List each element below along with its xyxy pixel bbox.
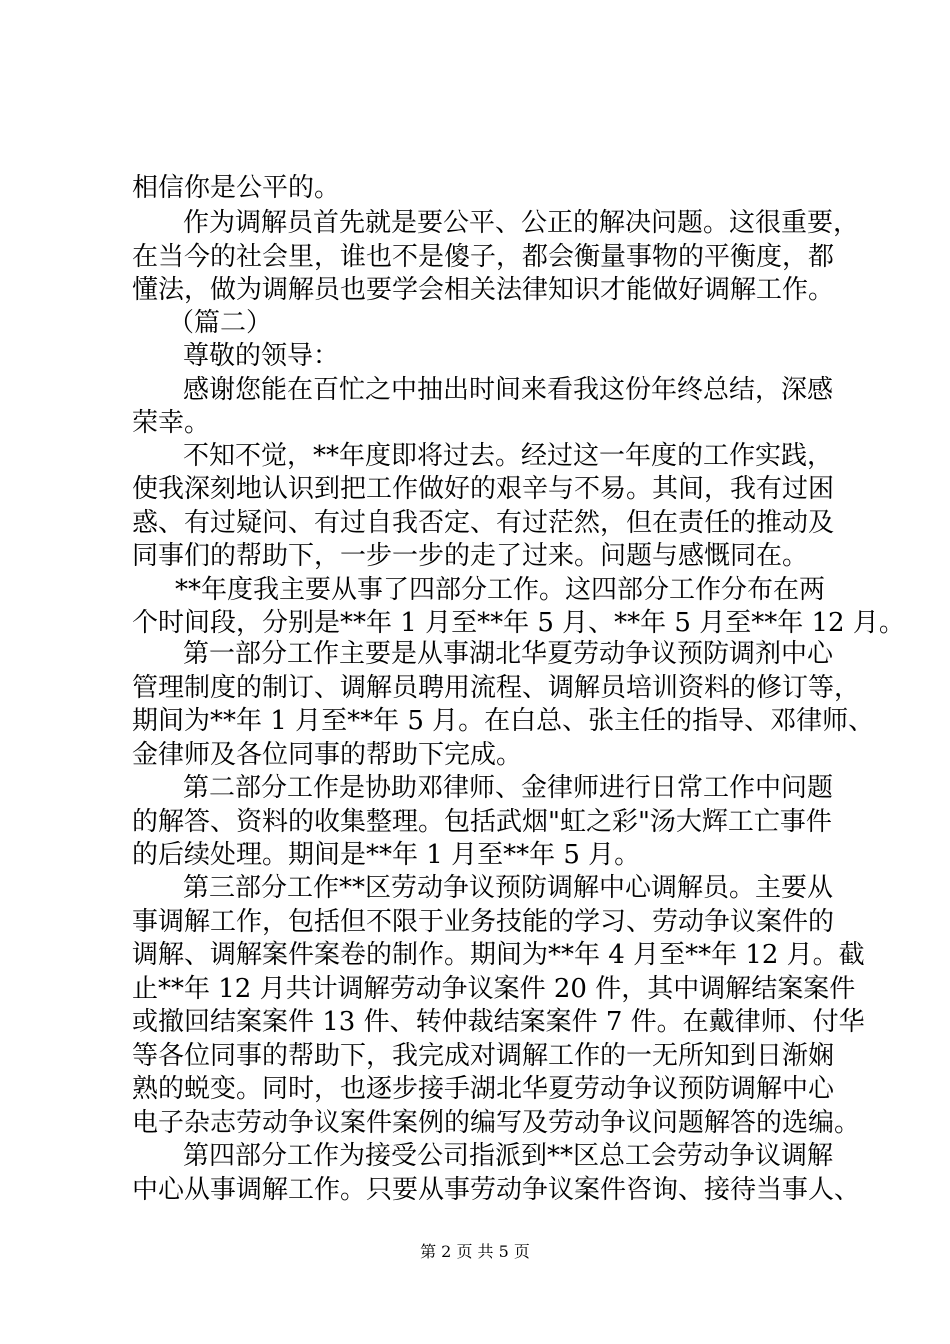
text-line: **年度我主要从事了四部分工作。这四部分工作分布在两: [175, 575, 826, 605]
text-line: 熟的蜕变。同时，也逐步接手湖北华夏劳动争议预防调解中心: [132, 1074, 835, 1104]
text-line: 或撤回结案案件 13 件、转仲裁结案案件 7 件。在戴律师、付华: [132, 1007, 865, 1037]
section-heading: （篇二）: [168, 308, 273, 338]
text-line: 个时间段，分别是**年 1 月至**年 5 月、**年 5 月至**年 12 月。: [132, 608, 905, 638]
text-line: 的后续处理。期间是**年 1 月至**年 5 月。: [132, 840, 641, 870]
text-line: 止**年 12 月共计调解劳动争议案件 20 件，其中调解结案案件: [132, 974, 856, 1004]
text-line: 作为调解员首先就是要公平、公正的解决问题。这很重要，: [183, 208, 860, 238]
text-line: 懂法，做为调解员也要学会相关法律知识才能做好调解工作。: [132, 275, 835, 305]
text-line: 第三部分工作**区劳动争议预防调解中心调解员。主要从: [183, 873, 834, 903]
salutation: 尊敬的领导：: [183, 341, 340, 371]
text-line: 期间为**年 1 月至**年 5 月。在白总、张主任的指导、邓律师、: [132, 706, 875, 736]
text-line: 在当今的社会里，谁也不是傻子，都会衡量事物的平衡度，都: [132, 242, 835, 272]
text-line: 同事们的帮助下，一步一步的走了过来。问题与感慨同在。: [132, 541, 809, 571]
text-line: 第一部分工作主要是从事湖北华夏劳动争议预防调剂中心: [183, 639, 834, 669]
text-line: 调解、调解案件案卷的制作。期间为**年 4 月至**年 12 月。截: [132, 940, 865, 970]
text-line: 第四部分工作为接受公司指派到**区总工会劳动争议调解: [183, 1141, 834, 1171]
text-line: 感谢您能在百忙之中抽出时间来看我这份年终总结，深感: [183, 375, 834, 405]
text-line: 的解答、资料的收集整理。包括武烟"虹之彩"汤大辉工亡事件: [132, 807, 832, 837]
text-line: 相信你是公平的。: [132, 173, 341, 203]
text-line: 金律师及各位同事的帮助下完成。: [132, 740, 523, 770]
text-line: 中心从事调解工作。只要从事劳动争议案件咨询、接待当事人、: [132, 1175, 861, 1205]
text-line: 惑、有过疑问、有过自我否定、有过茫然，但在责任的推动及: [132, 508, 835, 538]
page-number-footer: 第 2 页 共 5 页: [420, 1242, 530, 1261]
text-line: 使我深刻地认识到把工作做好的艰辛与不易。其间，我有过困: [132, 474, 835, 504]
text-line: 不知不觉，**年度即将过去。经过这一年度的工作实践，: [183, 441, 834, 471]
text-line: 电子杂志劳动争议案件案例的编写及劳动争议问题解答的选编。: [132, 1108, 861, 1138]
text-line: 荣幸。: [132, 408, 211, 438]
text-line: 管理制度的制订、调解员聘用流程、调解员培训资料的修订等，: [132, 673, 861, 703]
text-line: 事调解工作，包括但不限于业务技能的学习、劳动争议案件的: [132, 907, 835, 937]
text-line: 等各位同事的帮助下，我完成对调解工作的一无所知到日渐娴: [132, 1041, 835, 1071]
text-line: 第二部分工作是协助邓律师、金律师进行日常工作中问题: [183, 773, 834, 803]
